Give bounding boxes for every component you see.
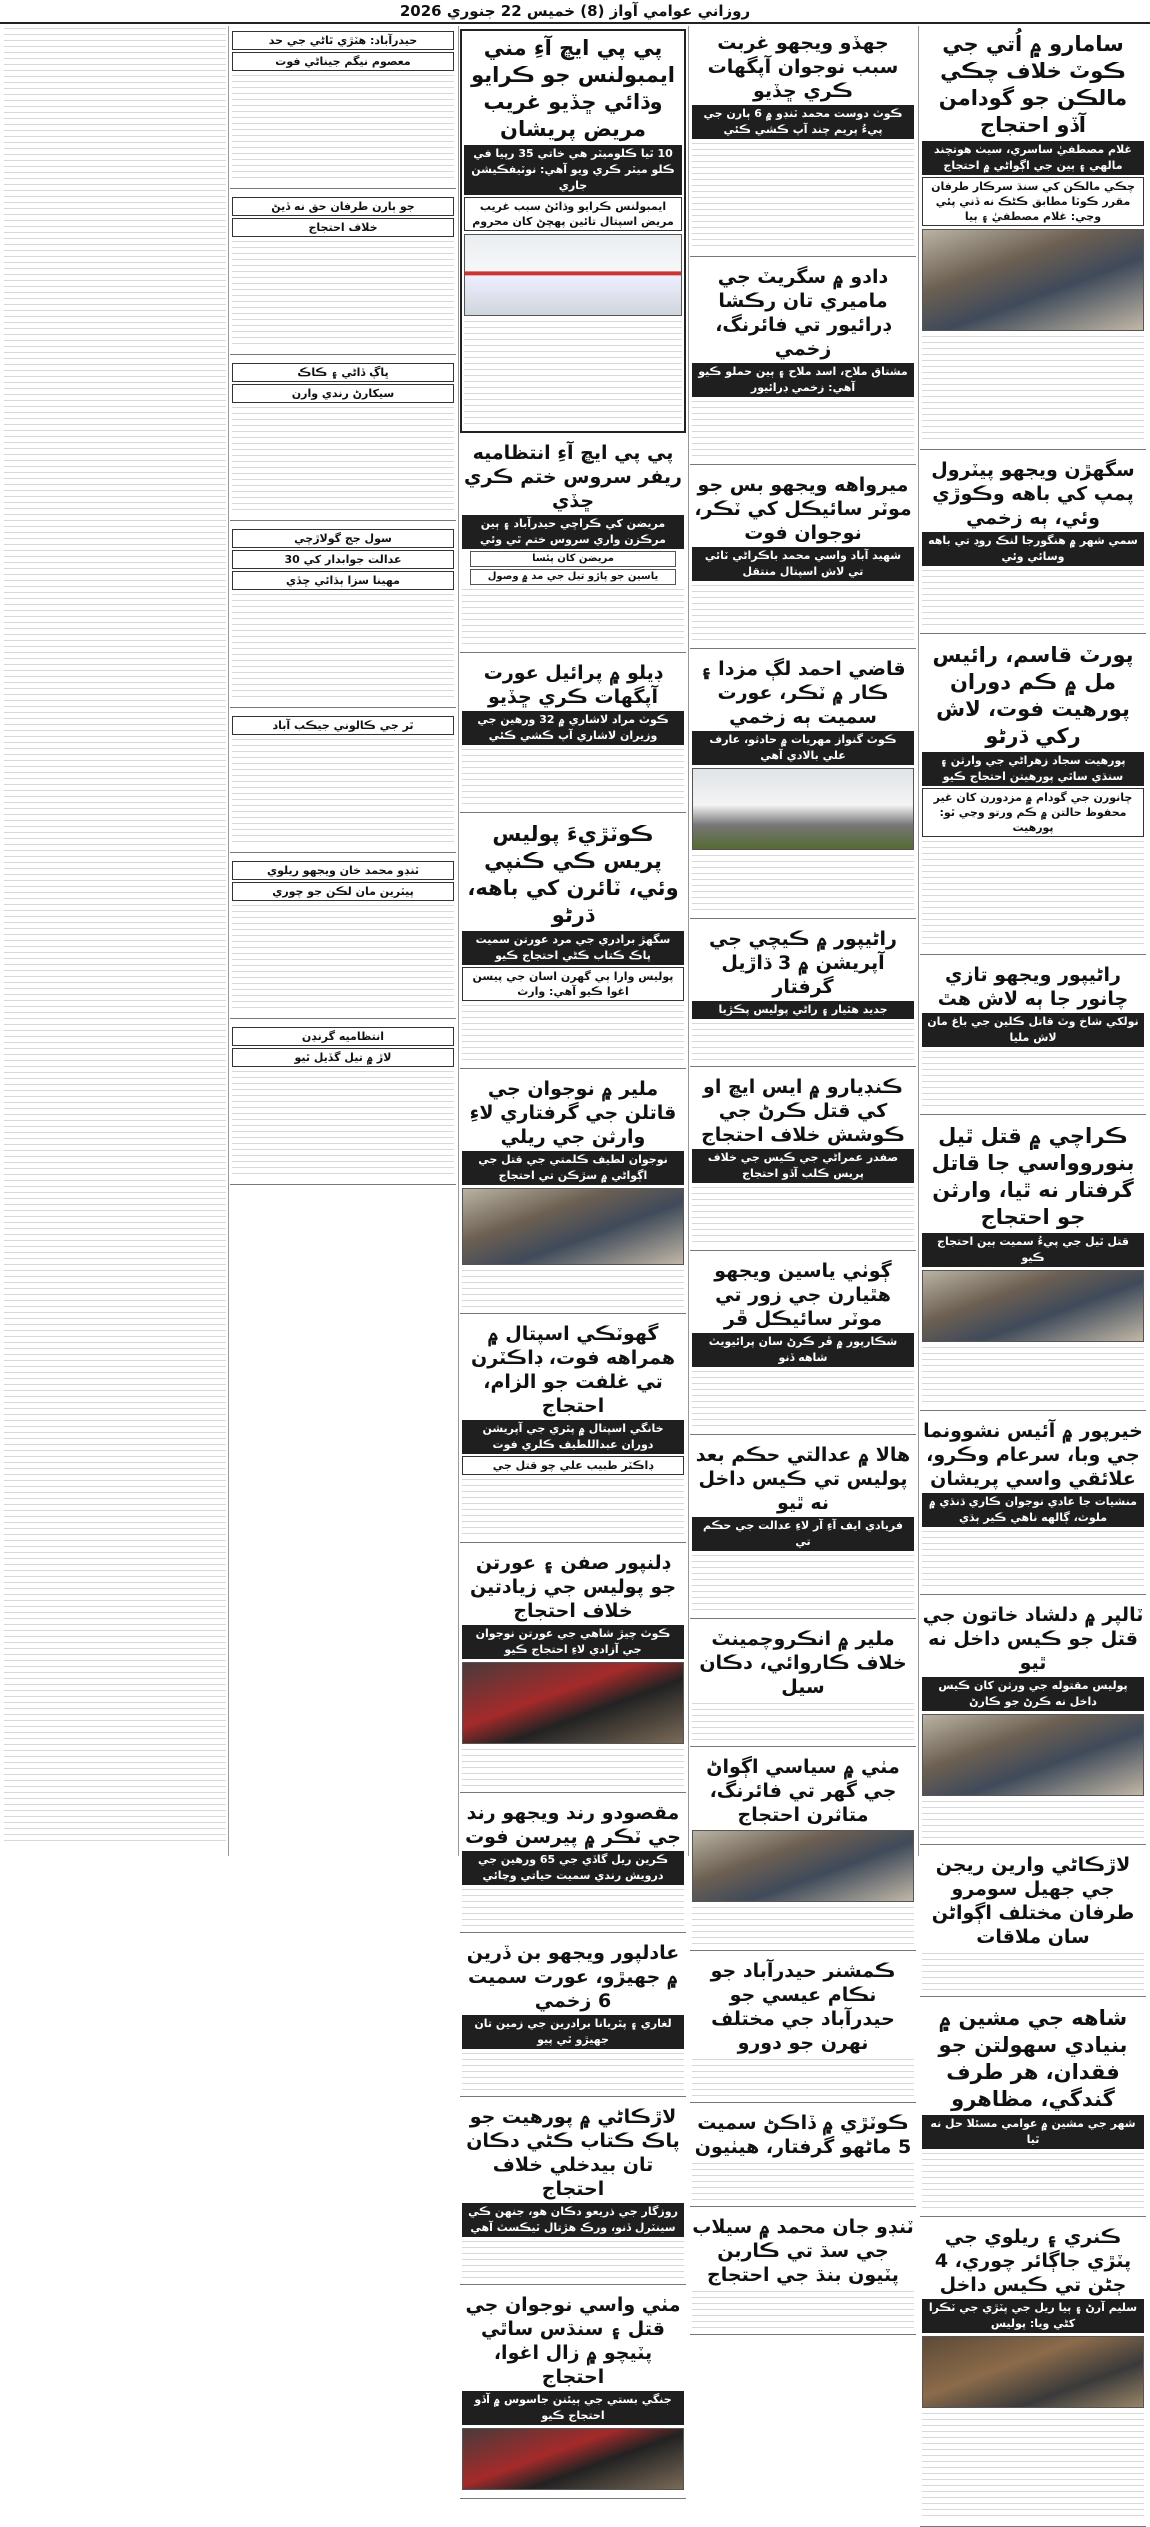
subheadline: فريادي ايف آءِ آر لاءِ عدالت جي حڪم تي [692,1517,914,1551]
article-body [922,1951,1144,1991]
brief-headline: لاڙ ۾ تيل گڏيل ٿيو [232,1048,454,1067]
article-body [232,903,454,1013]
subheadline: روزگار جي ذريعو دڪان هو، جنهن ڪي سينٽرل ڏنو، ورڪ هڙتال ٽيڪسٽ آهي [462,2203,684,2237]
article-body [692,399,914,459]
article-body [692,1905,914,1945]
article-body [692,853,914,913]
subheadline: ايمبولنس ڪرايو وڌائڻ سبب غريب مريض اسپتال تائين پهچڻ کان محروم [464,197,682,231]
subheadline: مريضن کي ڪراچي حيدرآباد ۽ ٻين مرڪزن واري سروس ختم ٿي وئي [462,515,684,549]
brief-headline: معصوم نيگم جيناڻي فوت [232,52,454,71]
article-body [692,141,914,251]
article-body [232,239,454,349]
headline: ڪنڊيارو ۾ ايس ايڇ او کي قتل ڪرڻ جي ڪوشش خلاف احتجاج [701,1076,905,1146]
headline: پي پي ايڇ آءِ مني ايمبولنس جو ڪرايو وڌائي ڇڏيو غريب مريض پريشان [471,36,675,141]
story [460,1936,686,2097]
story [460,1796,686,1933]
article-body [462,747,684,807]
headline: ڪراچي ۾ قتل ٿيل بنوروواسي جا قاتل گرفتار نه ٿيا، وارثن جو احتجاج [931,1124,1135,1229]
article-body [4,26,226,1846]
subheadline: ڪوٽ چيڙ شاهي جي عورتن نوجوان جي آزادي لاءِ احتجاج ڪيو [462,1625,684,1659]
story [460,2100,686,2285]
story [690,1622,916,1747]
column-4 [230,26,456,1856]
subheadline: صفدر عمراڻي جي ڪيس جي خلاف پريس ڪلب آڏو احتجاج [692,1149,914,1183]
subheadline: سمي شهر ۾ هنگورجا لنڪ روڊ تي باهه وسائي وئي [922,532,1144,566]
news-photo [922,2336,1144,2408]
subheadline: ڪوٽ گنواز مهريات ۾ حادثو، عارف علي بالادي آهي [692,731,914,765]
brief-headline: ٿر جي ڪالوني جيڪب آباد [232,716,454,735]
headline: پورٽ قاسم، رائيس مل ۾ ڪم دوران پورهيت فوت، لاش رکي ڌرڻو [932,643,1134,748]
story [690,468,916,649]
headline: ڪوٽڙيءَ پوليس پريس ڪي ڪنپي وئي، ٽائرن کي باهه، ڌرڻو [467,822,679,927]
article-body [922,1529,1144,1589]
headline: پي پي ايڇ آءِ انتظاميه ريفر سروس ختم ڪري ڇڏي [464,442,682,512]
article-body [462,1477,684,1537]
headline: دادو ۾ سگريٽ جي ماميري تان رڪشا ڊرائيور تي فائرنگ، زخمي [715,266,891,360]
brief [230,26,456,189]
news-photo [692,768,914,850]
ambulance-photo [464,234,682,316]
story [460,29,686,433]
headline: شاهه جي مشين ۾ بنيادي سهولتن جو فقدان، هر طرف گندگي، مظاهرو [938,2006,1128,2111]
article-body [692,1185,914,1245]
article-body [232,73,454,183]
headline: گهوٽڪي اسپتال ۾ همراهه فوت، ڊاڪٽرن تي غلفت جو الزام، احتجاج [471,1323,675,1417]
brief [230,524,456,708]
brief-headline: عدالت جوابدار کي 30 [232,550,454,569]
story [920,637,1146,955]
subheadline: لغاري ۽ پٿريانا برادرين جي زمين تان جهيڙو ٿي پيو [462,2015,684,2049]
story [460,656,686,813]
headline: قاضي احمد لڳ مزدا ۽ ڪار ۾ ٽڪر، عورت سميت ٻه زخمي [700,658,906,728]
article-body [922,1345,1144,1405]
article-body [692,1369,914,1429]
headline: ڪنري ۽ ريلوي جي پٽڙي جاڳائر چوري، 4 ڄڻن تي ڪيس داخل [934,2226,1132,2296]
article-body [464,319,682,429]
story [920,1118,1146,1411]
brief-headline: جو ٻارن طرفان حق نه ڏيڻ [232,197,454,216]
headline: ملير ۾ نوجوان جي قاتلن جي گرفتاري لاءِ وارثن جي ريلي [469,1078,677,1148]
article-body [692,1701,914,1741]
subheadline: جديد هٿيار ۽ راڻي پوليس پڪڙيا [692,1001,914,1019]
article-body [692,2161,914,2201]
subheadline: شڪارپور ۾ ڦر ڪرڻ سان پرائيويٽ شاهه ڏنو [692,1333,914,1367]
subheadline: شهر جي مشين ۾ عوامي مسئلا حل نه ٿيا [922,2115,1144,2149]
subheadline: مشتاق ملاح، اسد ملاح ۽ ٻين حملو ڪيو آهي: زخمي ڊرائيور [692,363,914,397]
headline: لاڙڪاڻي ۾ پورهيت جو پاڪ ڪتاب ڪڻي دڪان تان بيدخلي خلاف احتجاج [466,2106,680,2200]
headline: ٽنڊو جان محمد ۾ سيلاب جي سڌ تي ڪاربن پٽيون بنڌ جي احتجاج [692,2216,914,2286]
column-5 [4,26,226,1856]
story [690,1750,916,1951]
subheadline: چڪي مالڪن کي سنڌ سرڪار طرفان مقرر ڪوٽا مطابق ڪڻڪ نه ڏني پئي وڃي: غلام مصطفيٰ ۽ ٻيا [922,177,1144,226]
story [690,2210,916,2335]
brief-headline: پيٽرين مان لڪن جو چوري [232,882,454,901]
brief [230,856,456,1019]
story [920,1598,1146,1845]
article-body [692,2289,914,2329]
news-photo [922,1714,1144,1796]
masthead: روزاني عوامي آواز (8) خميس 22 جنوري 2026 [0,0,1150,24]
subheadline: ڪوٽ مراد لاشاري ۾ 32 ورهين جي وزيران لاشاري آپ ڪشي ڪئي [462,711,684,745]
brief-headline: مهينا سزا ٻڌائي ڇڏي [232,571,454,590]
news-photo [922,229,1144,331]
subheadline: خانگي اسپتال ۾ پٿري جي آپريشن دوران عبداللطيف ڪلري فوت [462,1420,684,1454]
headline: خيرپور ۾ آئيس نشوونما جي وبا، سرعام وڪرو، علائقي واسي پريشان [923,1420,1143,1490]
story [690,652,916,919]
article-body [922,1049,1144,1109]
headline: سگهڙن ويجهو پيٽرول پمپ کي باهه وڪوڙي وئي، ٻه زخمي [931,459,1135,529]
brief-headline: سول جج گولاڙچي [232,529,454,548]
subheadline: پوليس وارا ٻي گهرن اسان جي پيسن اغوا ڪيو آهي: وارث [462,967,684,1001]
story [690,1954,916,2103]
brief-headline: انتظاميه گرنڊن [232,1027,454,1046]
headline: مٺي ۾ سياسي اڳواڻ جي گهر تي فائرنگ، متاثرن احتجاج [706,1756,900,1826]
story [920,1414,1146,1595]
story [920,1848,1146,1997]
headline: مقصودو رند ويجهو رند جي ٽڪر ۾ پيرسن فوت [465,1802,681,1848]
article-body [232,1069,454,1179]
subheadline: قتل ٿيل جي پيءُ سميت ٻين احتجاج ڪيو [922,1233,1144,1267]
news-photo [462,1188,684,1265]
article-body [232,405,454,515]
headline: عادلپور ويجهو بن ڏرين ۾ جهيڙو، عورت سميت 6 زخمي [466,1942,680,2012]
brief [230,358,456,521]
story [690,1254,916,1435]
story [920,2000,1146,2217]
headline: ڪمشنر حيدرآباد جو نڪام عيسي جو حيدرآباد جي مختلف نهرن جو دورو [710,1960,896,2054]
article-body [462,1268,684,1308]
subheadline: 10 ٿيا ڪلوميٽر هي خاتي 35 رپيا في ڪلو ميٽر ڪري ويو آهي: نوٽيفڪيشن جاري [464,145,682,195]
article-body [692,583,914,643]
brief-headline: ڀاڳ ڏاڻي ۽ ڪاڪ [232,363,454,382]
article-body [462,1747,684,1787]
story [690,1438,916,1619]
article-body [922,2151,1144,2211]
headline: ڳوٺي ياسين ويجهو هٿيارن جي زور تي موٽر سائيڪل ڦر [714,1260,892,1330]
story [920,958,1146,1115]
article-body [922,334,1144,444]
story [460,1072,686,1314]
headline: ٽالپر ۾ دلشاد خاتون جي قتل جو ڪيس داخل نه ٿيو [922,1604,1144,1674]
story [460,1546,686,1793]
kicker: مريضن کان پئسا [470,551,676,567]
story [460,1317,686,1543]
story [690,26,916,257]
subheadline: غلام مصطفيٰ ساسري، سيٺ هوتچند مالهي ۽ ٻين جي اڳواڻي ۾ احتجاج [922,141,1144,175]
headline: جهڏو ويجهو غربت سبب نوجوان آپگهات ڪري ڇڏيو [707,32,899,102]
news-photo [462,2428,684,2490]
subheadline: نوجوان لطيف ڪلمتي جي قتل جي اڳواڻي ۾ سڙڪن تي احتجاج [462,1151,684,1185]
article-body [232,737,454,847]
story [690,922,916,1067]
brief [230,711,456,853]
headline: ڊلنپور صفن ۽ عورتن جو پوليس جي زيادتين خلاف احتجاج [469,1552,677,1622]
brief-headline: حيدرآباد: هٽڙي ٿاڻي جي حد [232,31,454,50]
news-photo [462,1662,684,1744]
headline: راڻيپور ۾ ڪيچي جي آپريشن ۾ 3 ڌاڙيل گرفتار [709,928,897,998]
column-2 [690,26,916,2286]
headline: مٺي واسي نوجوان جي قتل ۽ سنڌس ساٿي پٽيچو ۾ زال اغوا، احتجاج [465,2294,681,2388]
article-body [922,2411,1144,2521]
story [690,1070,916,1251]
subheadline: پورهيت سجاد زهراڻي جي وارثن ۽ سنڌي ساٿي پورهيتن احتجاج ڪيو [922,752,1144,786]
subheadline: سگهڙ برادري جي مرد عورتن سميت پاڪ ڪتاب ڪڻي احتجاج ڪيو [462,931,684,965]
subheadline: پوليس مقتوله جي ورثن کان ڪيس داخل نه ڪرڻ جو ڪارڻ [922,1677,1144,1711]
subheadline: سليم آرڻ ۽ ٻيا ريل جي پٽڙي جي ٽڪرا کڻي ويا: پوليس [922,2299,1144,2333]
kicker: ياسين جو پاڙو تيل جي مد ۾ وصول [470,569,676,585]
subheadline: ڪوٽ دوست محمد ٽنڊو ۾ 6 ٻارن جي پيءُ پريم چند آپ ڪشي ڪئي [692,105,914,139]
brief-headline: خلاف احتجاج [232,218,454,237]
story [460,436,686,653]
brief-headline: سيکارڻ رندي وارن [232,384,454,403]
article-body [462,1887,684,1927]
article-body [462,1003,684,1063]
story [460,816,686,1069]
headline: ملير ۾ انڪروچمينٽ خلاف ڪاروائي، دڪان سيل [699,1628,907,1698]
article-body [922,568,1144,628]
story [690,2106,916,2207]
headline: هالا ۾ عدالتي حڪم بعد پوليس تي ڪيس داخل نه ٿيو [695,1444,911,1514]
article-body [462,2051,684,2091]
brief [230,192,456,355]
headline: راڻيپور ويجهو تازي چانور جا ٻه لاش هٿ [937,964,1129,1010]
headline: لاڙڪاڻي وارين ريجن جي جهيل سومرو طرفان مختلف اڳواڻن سان ملاقات [931,1854,1135,1948]
article-body [922,1799,1144,1839]
article-body [692,1553,914,1613]
headline: سامارو ۾ اُتي جي ڪوٽ خلاف چڪي مالڪن جو گودامن آڏو احتجاج [938,32,1128,137]
subheadline: جنگي بستي جي ٻيئنن جاسوس ۾ آڏو احتجاج ڪيو [462,2391,684,2425]
article-body [692,2057,914,2097]
story [920,453,1146,634]
brief [230,1022,456,1185]
article-body [462,587,684,647]
article-body [462,2239,684,2279]
article-body [922,839,1144,949]
news-photo [692,1830,914,1902]
subheadline: منشيات جا عادي نوجوان ڪاري ڌنڌي ۾ ملوث، ڳالهه ناهي ڪير ٻڌي [922,1493,1144,1527]
article-body [692,1021,914,1061]
story [460,2288,686,2499]
subheadline: نولکي شاخ وٽ قاتل ڪلين جي باغ مان لاش مليا [922,1013,1144,1047]
subheadline: ڊاڪٽر طبيب علي چو قتل جي [462,1456,684,1475]
subheadline: چانورن جي گودام ۾ مزدورن کان غير محفوظ حالتن ۾ ڪم ورتو وڃي ٿو: پورهيت [922,788,1144,837]
subheadline: ڪرين ريل گاڏي جي 65 ورهين جي درويش رندي سميت حياتي وڃائي [462,1851,684,1885]
subheadline: شهيد آباد واسي محمد باڪراڻي ٽائي تي لاش اسپتال منتقل [692,547,914,581]
story [920,26,1146,450]
headline: ڊيلو ۾ پرائيل عورت آپگهات ڪري ڇڏيو [483,662,663,708]
news-photo [922,1270,1144,1342]
brief-headline: ٽنڊو محمد خان ويجهو ريلوي [232,861,454,880]
column-1 [920,26,1146,2330]
article-body [232,592,454,702]
story [690,260,916,465]
column-3 [460,26,686,2422]
story [920,2220,1146,2527]
headline: ڪوٽڙي ۾ ڏاڪڻ سميت 5 ماڻهو گرفتار، هيٺيون [694,2112,912,2158]
headline: ميرواهه ويجهو بس جو موٽر سائيڪل کي ٽڪر، نوجوان فوت [694,474,912,544]
